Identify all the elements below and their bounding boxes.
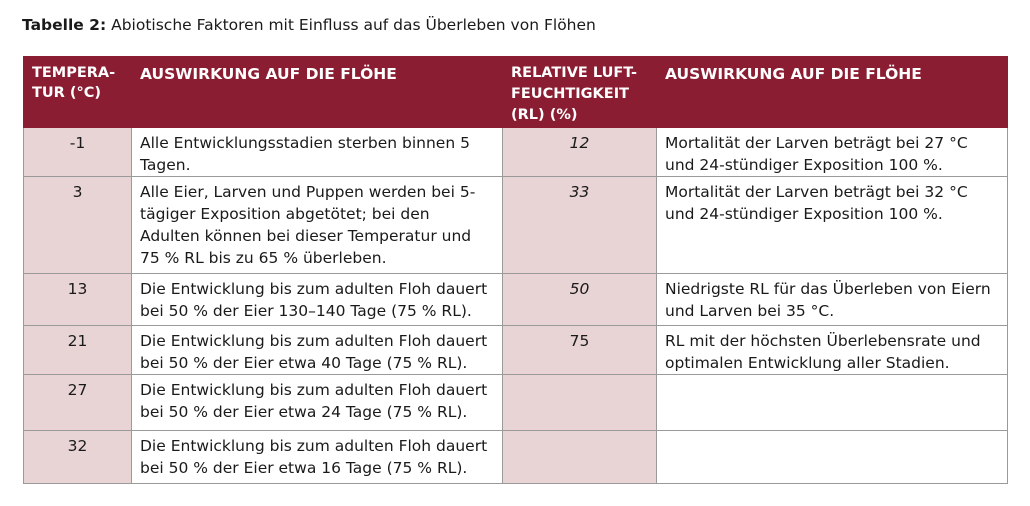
cell-temperature-effect: Alle Entwicklungsstadien sterben binnen 5 Tagen. (132, 128, 503, 177)
cell-temperature: 32 (24, 431, 132, 484)
header-effect-temperature: AUSWIRKUNG AUF DIE FLÖHE (132, 57, 503, 128)
cell-humidity-effect-empty (657, 375, 1008, 431)
cell-humidity: 75 (503, 326, 657, 375)
cell-humidity-effect: Mortalität der Larven beträgt bei 32 °C und 24-stündiger Exposition 100 %. (657, 177, 1008, 274)
header-temperature: TEMPERA- TUR (°C) (24, 57, 132, 128)
cell-temperature: -1 (24, 128, 132, 177)
caption-label: Tabelle 2: (22, 16, 107, 34)
cell-temperature: 13 (24, 274, 132, 326)
header-humidity: RELATIVE LUFT- FEUCHTIGKEIT (RL) (%) (503, 57, 657, 128)
cell-humidity: 12 (503, 128, 657, 177)
cell-temperature-effect: Die Entwicklung bis zum adulten Floh dauert bei 50 % der Eier etwa 24 Tage (75 % RL). (132, 375, 503, 431)
cell-humidity-effect: Mortalität der Larven beträgt bei 27 °C und 24-stündiger Exposition 100 %. (657, 128, 1008, 177)
table-row (24, 431, 1008, 484)
cell-temperature: 3 (24, 177, 132, 274)
cell-temperature: 21 (24, 326, 132, 375)
cell-humidity: 50 (503, 274, 657, 326)
header-effect-humidity: AUSWIRKUNG AUF DIE FLÖHE (657, 57, 1008, 128)
cell-humidity-empty (503, 431, 657, 484)
cell-humidity-empty (503, 375, 657, 431)
cell-humidity-effect: RL mit der höchsten Überlebensrate und optimalen Entwicklung aller Stadien. (657, 326, 1008, 375)
header-row (24, 57, 1008, 128)
cell-humidity: 33 (503, 177, 657, 274)
fleas-abiotic-factors-table (23, 56, 1008, 484)
table-row (24, 128, 1008, 177)
table-row (24, 326, 1008, 375)
cell-humidity-effect-empty (657, 431, 1008, 484)
cell-temperature-effect: Alle Eier, Larven und Puppen werden bei 5-tägiger Exposition abgetötet; bei den Adulten können bei dieser Temperatur und 75 % RL bis zu 65 % überleben. (132, 177, 503, 274)
table-row (24, 375, 1008, 431)
cell-temperature-effect: Die Entwicklung bis zum adulten Floh dauert bei 50 % der Eier etwa 16 Tage (75 % RL). (132, 431, 503, 484)
cell-temperature: 27 (24, 375, 132, 431)
table-caption (22, 16, 596, 34)
cell-temperature-effect: Die Entwicklung bis zum adulten Floh dauert bei 50 % der Eier etwa 40 Tage (75 % RL). (132, 326, 503, 375)
caption-text: Abiotische Faktoren mit Einfluss auf das Überleben von Flöhen (111, 16, 596, 34)
cell-temperature-effect: Die Entwicklung bis zum adulten Floh dauert bei 50 % der Eier 130–140 Tage (75 % RL). (132, 274, 503, 326)
table-row (24, 274, 1008, 326)
table-row (24, 177, 1008, 274)
cell-humidity-effect: Niedrigste RL für das Überleben von Eiern und Larven bei 35 °C. (657, 274, 1008, 326)
